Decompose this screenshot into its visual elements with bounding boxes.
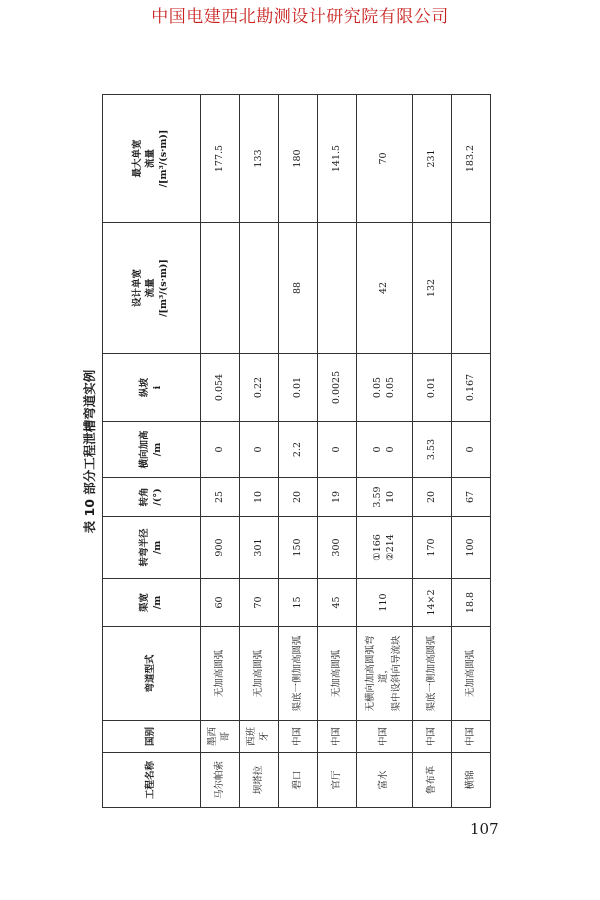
column-header: 转弯半径 /m	[103, 517, 201, 579]
width-cell: 110	[357, 579, 413, 627]
table-row	[357, 95, 413, 808]
column-header: 工程名称	[103, 753, 201, 808]
column-header: 渠宽 /m	[103, 579, 201, 627]
slope-cell: 0.054	[201, 354, 240, 422]
width-cell: 15	[279, 579, 318, 627]
radius-cell: ①166 ②214	[357, 517, 413, 579]
bend-type-cell: 渠底一侧加高圆弧	[279, 627, 318, 721]
project-name-cell: 横锦	[452, 753, 491, 808]
max-discharge-cell: 180	[279, 95, 318, 223]
superelevation-cell: 0	[318, 422, 357, 478]
column-header: 横向加高 /m	[103, 422, 201, 478]
bend-type-cell: 无横向加高圆弧弯道， 渠中设斜向导流块	[357, 627, 413, 721]
max-discharge-cell: 177.5	[201, 95, 240, 223]
column-header: 转角 /(°)	[103, 478, 201, 517]
table-header-row	[103, 95, 201, 808]
country-cell: 中国	[318, 721, 357, 753]
angle-cell: 19	[318, 478, 357, 517]
width-cell: 14×2	[413, 579, 452, 627]
design-discharge-cell	[452, 223, 491, 354]
slope-cell: 0.01	[279, 354, 318, 422]
angle-cell: 67	[452, 478, 491, 517]
superelevation-cell: 3.53	[413, 422, 452, 478]
bend-type-cell: 无加高圆弧	[452, 627, 491, 721]
table-row	[240, 95, 279, 808]
bend-type-cell: 无加高圆弧	[318, 627, 357, 721]
bend-examples-table	[102, 94, 491, 808]
design-discharge-cell: 132	[413, 223, 452, 354]
superelevation-cell: 0	[452, 422, 491, 478]
angle-cell: 3.59 10	[357, 478, 413, 517]
radius-cell: 900	[201, 517, 240, 579]
width-cell: 60	[201, 579, 240, 627]
project-name-cell: 马尔帕索	[201, 753, 240, 808]
superelevation-cell: 2.2	[279, 422, 318, 478]
design-discharge-cell: 42	[357, 223, 413, 354]
company-header: 中国电建西北勘测设计研究院有限公司	[151, 7, 449, 27]
max-discharge-cell: 231	[413, 95, 452, 223]
slope-cell: 0.22	[240, 354, 279, 422]
country-cell: 中国	[452, 721, 491, 753]
project-name-cell: 碧口	[279, 753, 318, 808]
bend-type-cell: 无加高圆弧	[201, 627, 240, 721]
design-discharge-cell: 88	[279, 223, 318, 354]
slope-cell: 0.01	[413, 354, 452, 422]
angle-cell: 20	[279, 478, 318, 517]
slope-cell: 0.05 0.05	[357, 354, 413, 422]
project-name-cell: 鲁布革	[413, 753, 452, 808]
country-cell: 中国	[413, 721, 452, 753]
max-discharge-cell: 141.5	[318, 95, 357, 223]
radius-cell: 100	[452, 517, 491, 579]
country-cell: 中国	[279, 721, 318, 753]
radius-cell: 301	[240, 517, 279, 579]
width-cell: 70	[240, 579, 279, 627]
column-header: 最大单宽 流量 /[m³/(s·m)]	[103, 95, 201, 223]
project-name-cell: 官厅	[318, 753, 357, 808]
superelevation-cell: 0	[240, 422, 279, 478]
country-cell: 中国	[357, 721, 413, 753]
max-discharge-cell: 70	[357, 95, 413, 223]
project-name-cell: 富水	[357, 753, 413, 808]
design-discharge-cell	[201, 223, 240, 354]
column-header: 纵坡 i	[103, 354, 201, 422]
radius-cell: 150	[279, 517, 318, 579]
project-name-cell: 坝塔拉	[240, 753, 279, 808]
table-row	[452, 95, 491, 808]
angle-cell: 25	[201, 478, 240, 517]
table-row	[201, 95, 240, 808]
design-discharge-cell	[318, 223, 357, 354]
column-header: 设计单宽 流量 /[m³/(s·m)]	[103, 223, 201, 354]
slope-cell: 0.0025	[318, 354, 357, 422]
country-cell: 西班牙	[240, 721, 279, 753]
bend-type-cell: 无加高圆弧	[240, 627, 279, 721]
radius-cell: 170	[413, 517, 452, 579]
superelevation-cell: 0	[201, 422, 240, 478]
table-row	[318, 95, 357, 808]
angle-cell: 10	[240, 478, 279, 517]
angle-cell: 20	[413, 478, 452, 517]
width-cell: 45	[318, 579, 357, 627]
country-cell: 墨西哥	[201, 721, 240, 753]
design-discharge-cell	[240, 223, 279, 354]
max-discharge-cell: 183.2	[452, 95, 491, 223]
table-row	[413, 95, 452, 808]
table-row	[279, 95, 318, 808]
width-cell: 18.8	[452, 579, 491, 627]
column-header: 弯道型式	[103, 627, 201, 721]
table-caption: 表 10 部分工程泄槽弯道实例	[82, 369, 97, 534]
slope-cell: 0.167	[452, 354, 491, 422]
radius-cell: 300	[318, 517, 357, 579]
superelevation-cell: 0 0	[357, 422, 413, 478]
rotated-table-area	[80, 95, 510, 808]
page-number: 107	[470, 820, 499, 838]
bend-type-cell: 渠底一侧加高圆弧	[413, 627, 452, 721]
column-header: 国别	[103, 721, 201, 753]
max-discharge-cell: 133	[240, 95, 279, 223]
